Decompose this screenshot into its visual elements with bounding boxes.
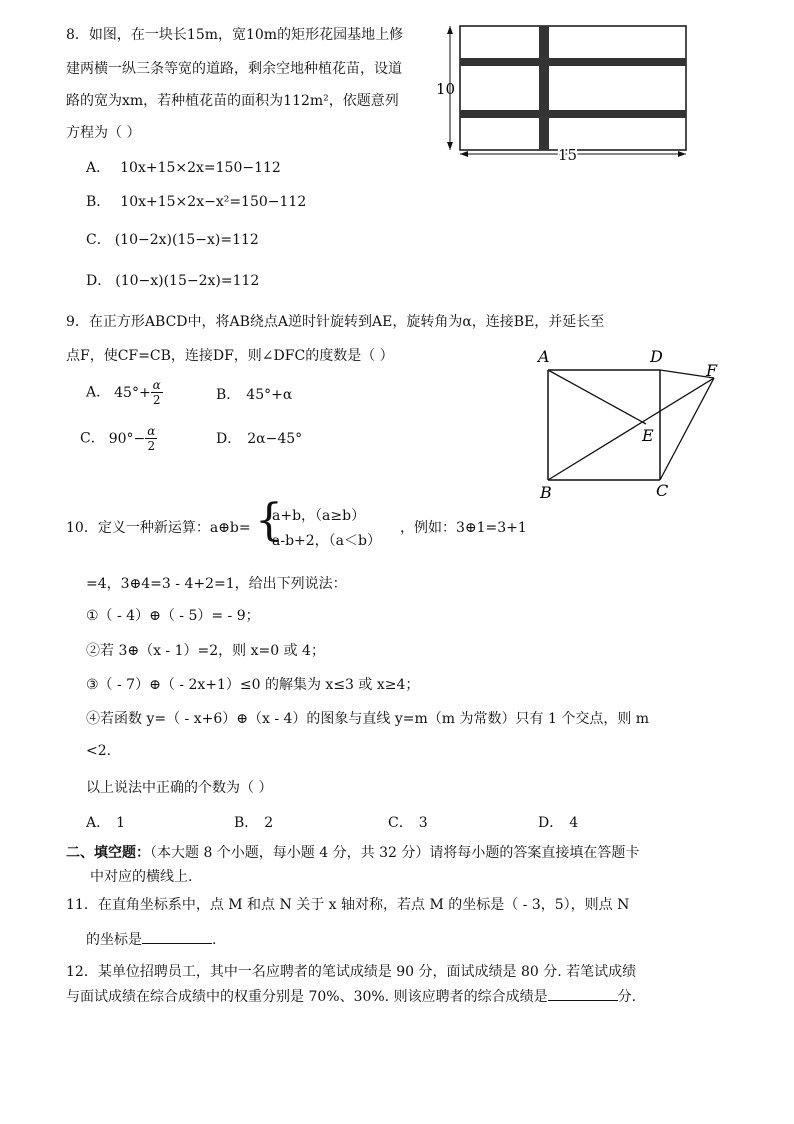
label-b: B bbox=[540, 483, 552, 502]
label-f: F bbox=[706, 361, 718, 380]
q8-option-a: A． 10x+15×2x=150−112 bbox=[86, 160, 281, 176]
q10-option-d: D． 4 bbox=[538, 815, 579, 831]
segment-bf bbox=[548, 378, 714, 480]
q10-question: 以上说法中正确的个数为（ ） bbox=[86, 780, 273, 796]
q10-example: ，例如：3⊕1=3+1 bbox=[400, 520, 527, 536]
q10-option-c: C． 3 bbox=[388, 815, 428, 831]
q8-garden-figure bbox=[432, 18, 694, 168]
q9-option-c: C． 90°− $\frac{\alpha}{2}$ bbox=[80, 424, 156, 453]
q8-line4: 方程为（ ） bbox=[66, 125, 141, 141]
section2-header bbox=[66, 842, 639, 862]
q10-case1: a+b，（a≥b） bbox=[272, 508, 366, 524]
length-arrow-left bbox=[460, 151, 468, 157]
q10-brace: { bbox=[255, 495, 283, 546]
q8-option-b: B． 10x+15×2x−x²=150−112 bbox=[86, 194, 307, 210]
width-arrow-down bbox=[447, 142, 453, 150]
q11-line1: 11．在直角坐标系中，点 M 和点 N 关于 x 轴对称，若点 M 的坐标是（ - 3，5），则点 N bbox=[66, 897, 630, 913]
q8-option-d: D． (10−x)(15−2x)=112 bbox=[86, 273, 260, 289]
horizontal-road-bottom bbox=[460, 110, 686, 118]
q10-option-b: B． 2 bbox=[234, 815, 274, 831]
width-arrow-up bbox=[447, 26, 453, 34]
q10-statement-2: ②若 3⊕（x - 1）=2，则 x=0 或 4； bbox=[86, 643, 325, 659]
q8-option-c: C． (10−2x)(15−x)=112 bbox=[86, 232, 259, 248]
q9-line2: 点F，使CF=CB，连接DF，则∠DFC的度数是（ ） bbox=[66, 348, 394, 364]
segment-cf bbox=[660, 378, 714, 480]
q10-statement-4: ④若函数 y=（ - x+6）⊕（x - 4）的图象与直线 y=m（m 为常数）只有 1 个交点，则 m bbox=[86, 711, 650, 727]
label-c: C bbox=[656, 481, 669, 500]
q10-line2: =4，3⊕4=3 - 4+2=1，给出下列说法： bbox=[86, 576, 347, 592]
q9-square-figure bbox=[530, 342, 730, 504]
width-label: 10 bbox=[436, 80, 456, 98]
label-e: E bbox=[642, 426, 654, 445]
q12-line1: 12．某单位招聘员工，其中一名应聘者的笔试成绩是 90 分，面试成绩是 80 分. 若笔试成绩 bbox=[66, 964, 637, 980]
q8-line1: 8．如图，在一块长15m，宽10m的矩形花园基地上修 bbox=[66, 27, 404, 43]
section2-desc: （本大题 8 个小题，每小题 4 分，共 32 分）请将每小题的答案直接填在答题卡 bbox=[150, 845, 640, 861]
q8-line2: 建两横一纵三条等宽的道路，剩余空地种植花苗，设道 bbox=[66, 61, 402, 77]
garden-rect bbox=[460, 26, 686, 150]
segment-ae bbox=[548, 370, 646, 424]
label-d: D bbox=[650, 347, 663, 366]
q12-line2: 与面试成绩在综合成绩中的权重分别是 70%、30%. 则该应聘者的综合成绩是 分. bbox=[66, 986, 636, 1006]
q10-statement-3: ③（ - 7）⊕（ - 2x+1）≤0 的解集为 x≤3 或 x≥4； bbox=[86, 677, 420, 693]
q10-statement-4-cont: <2. bbox=[86, 743, 112, 759]
length-arrow-right bbox=[678, 151, 686, 157]
q11-line2: 的坐标是 . bbox=[86, 929, 216, 949]
q9-line1: 9．在正方形ABCD中，将AB绕点A逆时针旋转到AE，旋转角为α，连接BE，并延长至 bbox=[66, 314, 605, 330]
q12-answer-blank[interactable] bbox=[548, 986, 618, 1001]
label-a: A bbox=[538, 347, 550, 366]
horizontal-road-top bbox=[460, 58, 686, 66]
q11-answer-blank[interactable] bbox=[142, 929, 212, 944]
section2-title: 二、填空题： bbox=[66, 845, 150, 861]
q9-option-a: A． 45°+ $\frac{\alpha}{2}$ bbox=[86, 378, 161, 407]
vertical-road bbox=[539, 26, 549, 150]
q10-case2: a-b+2，（a＜b） bbox=[272, 533, 381, 549]
q9-option-d: D． 2α−45° bbox=[216, 431, 303, 447]
q10-option-a: A． 1 bbox=[86, 815, 126, 831]
q10-statement-1: ①（ - 4）⊕（ - 5）= - 9； bbox=[86, 608, 260, 624]
q10-intro: 10．定义一种新运算：a⊕b= bbox=[66, 520, 251, 536]
q9-option-b: B． 45°+α bbox=[216, 387, 293, 403]
length-label: 15 bbox=[558, 146, 578, 164]
q8-line3: 路的宽为xm，若种植花苗的面积为112m²，依题意列 bbox=[66, 93, 399, 109]
section2-desc-cont: 中对应的横线上. bbox=[90, 869, 193, 885]
